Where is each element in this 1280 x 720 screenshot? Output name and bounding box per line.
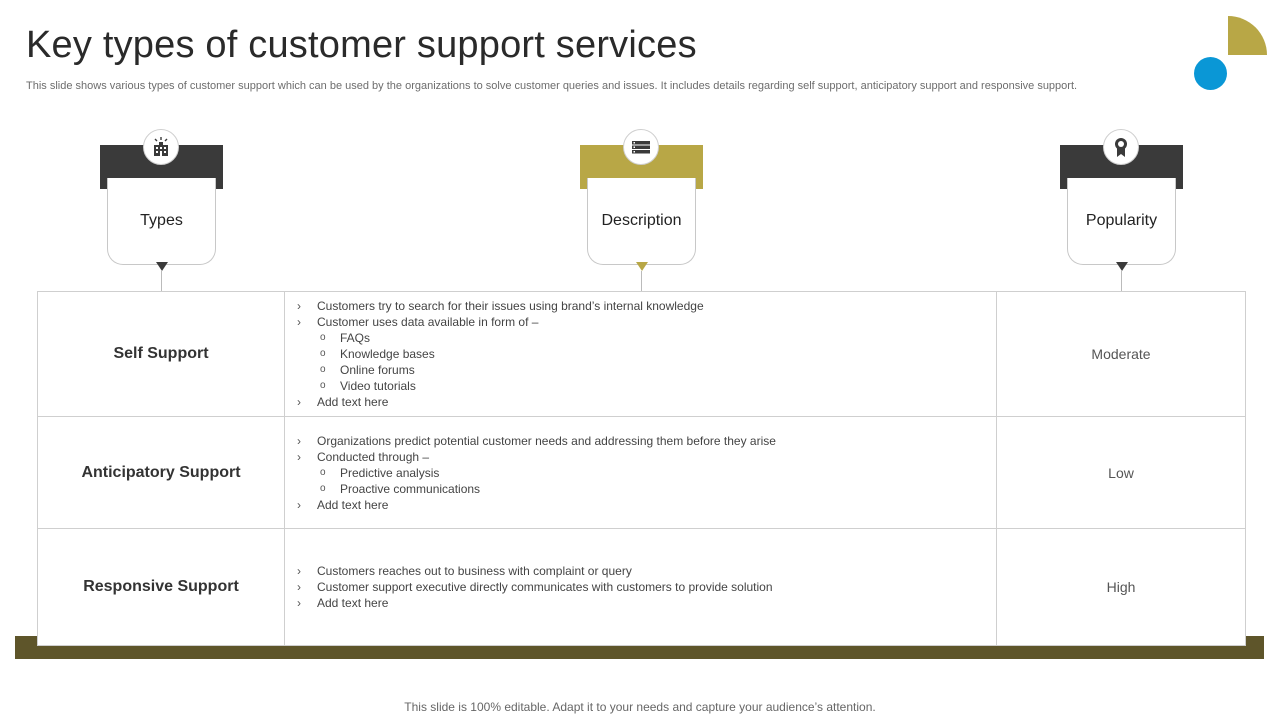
bullet-item — [297, 595, 996, 611]
bullet-text: Organizations predict potential customer needs and addressing them before they arise — [317, 433, 776, 448]
chevron-bullet-icon: › — [297, 433, 301, 448]
bullet-item — [297, 314, 996, 330]
bullet-text: Customers try to search for their issues using brand’s internal knowledge — [317, 299, 704, 313]
bullet-text: Knowledge bases — [340, 347, 435, 361]
circle-bullet-icon: o — [320, 332, 326, 343]
chevron-bullet-icon: › — [297, 299, 301, 313]
bullet-item — [297, 579, 996, 595]
bullet-text: FAQs — [340, 331, 371, 345]
header-popularity — [1060, 128, 1184, 288]
description-cell — [285, 292, 997, 416]
down-arrow-icon — [636, 262, 648, 271]
table-row-responsive-support — [38, 528, 1245, 645]
bullet-text: Proactive communications — [340, 481, 481, 496]
type-cell: Responsive Support — [38, 529, 285, 645]
server-list-icon — [623, 129, 659, 165]
type-cell: Anticipatory Support — [38, 417, 285, 528]
header-label: Popularity — [1085, 212, 1158, 229]
bullet-text: Conducted through – — [317, 449, 430, 464]
bullet-item — [297, 497, 996, 513]
chevron-bullet-icon: › — [297, 449, 301, 464]
bullet-text: Add text here — [317, 596, 389, 610]
circle-bullet-icon: o — [320, 348, 326, 359]
table-row-anticipatory-support — [38, 416, 1245, 528]
chevron-bullet-icon: › — [297, 395, 301, 409]
circle-bullet-icon: o — [320, 482, 326, 494]
bullet-item — [297, 449, 996, 465]
award-ribbon-icon — [1103, 129, 1139, 165]
down-arrow-icon — [156, 262, 168, 271]
circle-bullet-icon: o — [320, 380, 326, 391]
connector-line — [161, 271, 162, 291]
slide-title: Key types of customer support services — [26, 24, 697, 66]
sub-bullet-item — [297, 346, 996, 362]
chevron-bullet-icon: › — [297, 564, 301, 578]
circle-bullet-icon: o — [320, 364, 326, 375]
bullet-text: Video tutorials — [340, 379, 416, 393]
connector-line — [641, 271, 642, 291]
header-label: Description — [601, 212, 682, 229]
popularity-cell: Low — [1108, 464, 1134, 481]
circle-bullet-icon: o — [320, 466, 326, 478]
chevron-bullet-icon: › — [297, 580, 301, 594]
bullet-item — [297, 298, 996, 314]
chevron-bullet-icon: › — [297, 315, 301, 329]
popularity-cell: Moderate — [1091, 346, 1151, 362]
footer-note: This slide is 100% editable. Adapt it to your needs and capture your audience’s attention. — [404, 700, 876, 714]
decorative-quarter-circle — [1228, 16, 1267, 55]
bullet-text: Customer support executive directly communicates with customers to provide solution — [317, 580, 773, 594]
sub-bullet-item — [297, 378, 996, 394]
bullet-item — [297, 433, 996, 449]
header-label: Types — [140, 212, 183, 229]
description-cell — [285, 529, 997, 645]
bullet-text: Online forums — [340, 363, 415, 377]
sub-bullet-item — [297, 481, 996, 497]
sub-bullet-item — [297, 330, 996, 346]
bullet-text: Predictive analysis — [340, 465, 440, 480]
connector-line — [1121, 271, 1122, 291]
bullet-item — [297, 394, 996, 410]
building-icon — [143, 129, 179, 165]
slide-subtitle: This slide shows various types of customer support which can be used by the organizations to solve customer queries and issues. It includes details regarding self support, anticipatory support and responsive support. — [26, 80, 1078, 92]
bullet-text: Customers reaches out to business with complaint or query — [317, 564, 632, 578]
type-cell: Self Support — [38, 292, 285, 416]
chevron-bullet-icon: › — [297, 497, 301, 512]
header-description — [580, 128, 704, 288]
bullet-text: Add text here — [317, 497, 389, 512]
bullet-text: Customer uses data available in form of – — [317, 315, 539, 329]
decorative-blue-circle — [1194, 57, 1227, 90]
table-row-self-support — [38, 292, 1245, 416]
chevron-bullet-icon: › — [297, 596, 301, 610]
bullet-item — [297, 563, 996, 579]
sub-bullet-item — [297, 362, 996, 378]
down-arrow-icon — [1116, 262, 1128, 271]
support-table — [37, 291, 1246, 646]
sub-bullet-item — [297, 465, 996, 481]
header-types — [100, 128, 224, 288]
popularity-cell: High — [1106, 579, 1136, 595]
bullet-text: Add text here — [317, 395, 389, 409]
description-cell — [285, 417, 997, 528]
